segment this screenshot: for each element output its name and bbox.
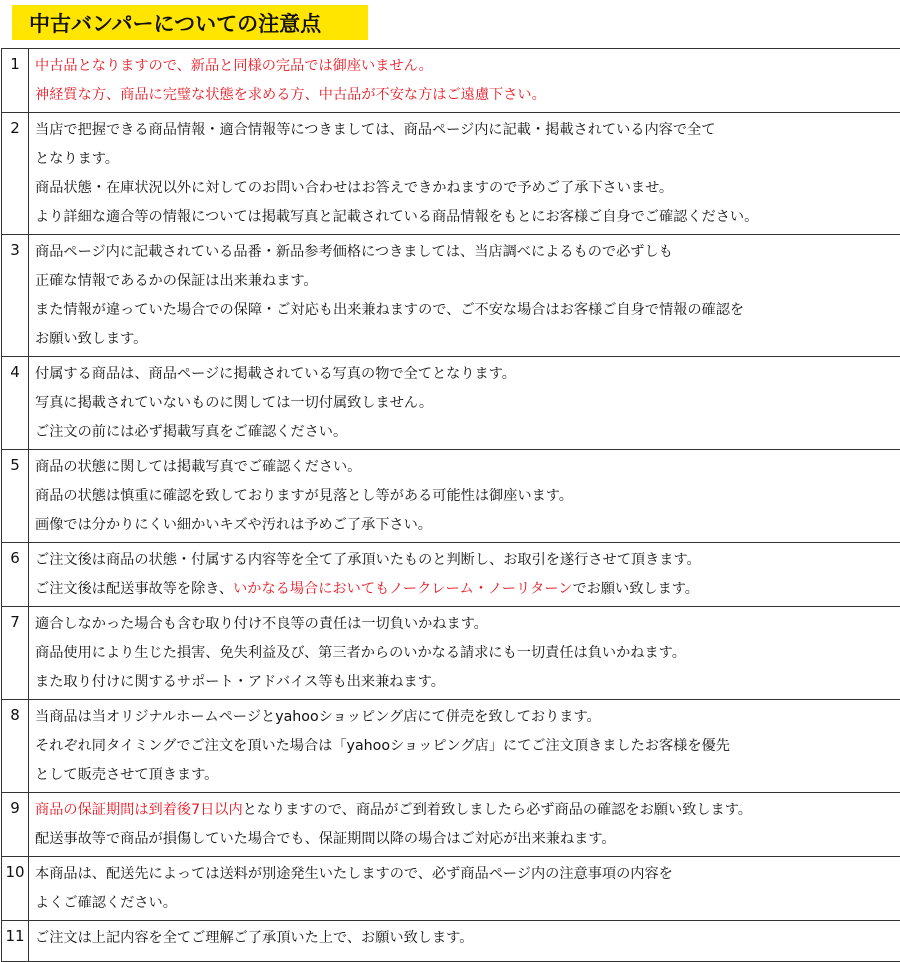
text-line [35, 267, 900, 296]
text-line [35, 81, 900, 110]
body-text: 商品使用により生じた損害、免失利益及び、第三者からのいかなる請求にも一切責任は負いかねます。 [35, 645, 686, 661]
row-content [29, 450, 900, 543]
notice-row [2, 235, 900, 357]
text-line [35, 732, 900, 761]
body-text: 商品の状態は慎重に確認を致しておりますが見落とし等がある可能性は御座います。 [35, 488, 573, 504]
notice-row [2, 543, 900, 607]
body-text: ご注文は上記内容を全てご理解ご了承頂いた上で、お願い致します。 [35, 930, 473, 946]
body-text: 商品ページ内に記載されている品番・新品参考価格につきましては、当店調べによるもので必ずしも [35, 244, 673, 260]
text-line [35, 924, 900, 953]
row-content [29, 793, 900, 857]
row-content [29, 607, 900, 700]
row-content [29, 921, 900, 962]
text-line [35, 546, 900, 575]
text-line [35, 360, 900, 389]
row-number: 9 [2, 793, 29, 857]
row-number: 8 [2, 700, 29, 793]
row-number: 11 [2, 921, 29, 962]
text-line [35, 482, 900, 511]
row-content [29, 235, 900, 357]
row-number: 2 [2, 113, 29, 235]
row-content [29, 49, 900, 113]
text-line [35, 418, 900, 447]
text-line [35, 575, 900, 604]
notice-row [2, 113, 900, 235]
body-text: また取り付けに関するサポート・アドバイス等も出来兼ねます。 [35, 674, 445, 690]
body-text: となりますので、商品がご到着致しましたら必ず商品の確認をお願い致します。 [243, 802, 752, 818]
body-text: 画像では分かりにくい細かいキズや汚れは予めご了承下さい。 [35, 517, 432, 533]
row-number: 5 [2, 450, 29, 543]
text-line [35, 703, 900, 732]
body-text: よくご確認ください。 [35, 895, 177, 911]
notice-row [2, 921, 900, 962]
row-number: 10 [2, 857, 29, 921]
text-line [35, 203, 900, 232]
notice-row [2, 857, 900, 921]
notice-row [2, 607, 900, 700]
text-line [35, 639, 900, 668]
text-line [35, 825, 900, 854]
body-text: 適合しなかった場合も含む取り付け不良等の責任は一切負いかねます。 [35, 616, 488, 632]
text-line [35, 860, 900, 889]
row-number: 6 [2, 543, 29, 607]
text-line [35, 796, 900, 825]
body-text: 正確な情報であるかの保証は出来兼ねます。 [35, 273, 318, 289]
row-content [29, 357, 900, 450]
body-text: 本商品は、配送先によっては送料が別途発生いたしますので、必ず商品ページ内の注意事項の内容を [35, 866, 673, 882]
text-line [35, 296, 900, 325]
text-line [35, 116, 900, 145]
warning-text: 商品の保証期間は到着後7日以内 [35, 802, 243, 818]
body-text: となります。 [35, 151, 119, 167]
page-title [12, 5, 368, 40]
notice-table [1, 48, 900, 962]
row-number: 4 [2, 357, 29, 450]
body-text: 写真に掲載されていないものに関しては一切付属致しません。 [35, 395, 433, 411]
text-line [35, 610, 900, 639]
body-text: 商品状態・在庫状況以外に対してのお問い合わせはお答えできかねますので予めご了承下さいませ。 [35, 180, 673, 196]
text-line [35, 511, 900, 540]
notice-row [2, 700, 900, 793]
text-line [35, 325, 900, 354]
body-text: より詳細な適合等の情報については掲載写真と記載されている商品情報をもとにお客様ご自身でご確認ください。 [35, 209, 758, 225]
text-line [35, 761, 900, 790]
body-text: お願い致します。 [35, 331, 147, 347]
body-text: 商品の状態に関しては掲載写真でご確認ください。 [35, 459, 361, 475]
row-content [29, 700, 900, 793]
body-text: 付属する商品は、商品ページに掲載されている写真の物で全てとなります。 [35, 366, 516, 382]
text-line [35, 389, 900, 418]
body-text: また情報が違っていた場合での保障・ご対応も出来兼ねますので、ご不安な場合はお客様ご自身で情報の確認を [35, 302, 744, 318]
text-line [35, 238, 900, 267]
body-text: として販売させて頂きます。 [35, 767, 218, 783]
row-content [29, 857, 900, 921]
body-text: 当商品は当オリジナルホームページとyahooショッピング店にて併売を致しております。 [35, 709, 601, 725]
text-line [35, 174, 900, 203]
notice-row [2, 357, 900, 450]
row-number: 1 [2, 49, 29, 113]
page-title-text: 中古バンパーについての注意点 [29, 8, 321, 38]
warning-text: 中古品となりますので、新品と同様の完品では御座いません。 [35, 58, 433, 74]
body-text: ご注文後は商品の状態・付属する内容等を全て了承頂いたものと判断し、お取引を遂行させて頂きます。 [35, 552, 701, 568]
row-number: 3 [2, 235, 29, 357]
body-text: ご注文後は配送事故等を除き、 [35, 581, 233, 597]
text-line [35, 145, 900, 174]
text-line [35, 668, 900, 697]
body-text: ご注文の前には必ず掲載写真をご確認ください。 [35, 424, 347, 440]
notice-row [2, 49, 900, 113]
notice-row [2, 450, 900, 543]
text-line [35, 889, 900, 918]
text-line [35, 52, 900, 81]
row-number: 7 [2, 607, 29, 700]
body-text: それぞれ同タイミングでご注文を頂いた場合は「yahooショッピング店」にてご注文頂きましたお客様を優先 [35, 738, 730, 754]
row-content [29, 543, 900, 607]
body-text: でお願い致します。 [572, 581, 699, 597]
warning-text: いかなる場合においてもノークレーム・ノーリターン [233, 581, 572, 597]
notice-row [2, 793, 900, 857]
body-text: 配送事故等で商品が損傷していた場合でも、保証期間以降の場合はご対応が出来兼ねます。 [35, 831, 616, 847]
text-line [35, 453, 900, 482]
warning-text: 神経質な方、商品に完璧な状態を求める方、中古品が不安な方はご遠慮下さい。 [35, 87, 546, 103]
row-content [29, 113, 900, 235]
body-text: 当店で把握できる商品情報・適合情報等につきましては、商品ページ内に記載・掲載されている内容で全て [35, 122, 715, 138]
